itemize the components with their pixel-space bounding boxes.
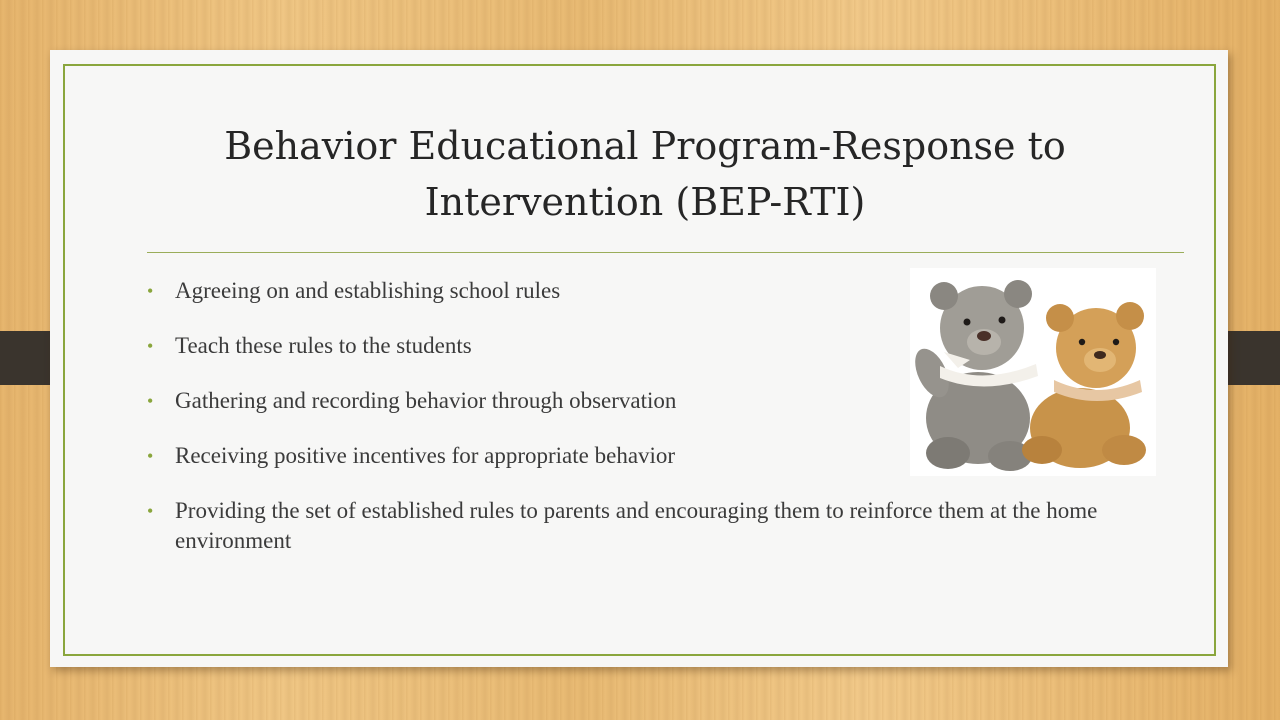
title-divider — [147, 252, 1184, 253]
bullet-dot-icon: • — [147, 391, 154, 411]
bullet-dot-icon: • — [147, 446, 154, 466]
bullet-item — [147, 496, 1125, 556]
bullet-dot-icon: • — [147, 281, 154, 301]
bullet-text: Receiving positive incentives for appropriate behavior — [175, 443, 676, 468]
teddy-bears-icon — [910, 268, 1156, 476]
bullet-text: Gathering and recording behavior through observation — [175, 388, 677, 413]
bullet-dot-icon: • — [147, 336, 154, 356]
bullet-text: Providing the set of established rules to parents and encouraging them to reinforce them at the home environment — [175, 498, 1098, 553]
slide-card — [50, 50, 1228, 667]
teddy-bears-photo — [910, 268, 1156, 476]
golden-bear-icon — [1022, 302, 1146, 468]
grey-bear-icon — [910, 280, 1038, 471]
bullet-text: Agreeing on and establishing school rules — [175, 278, 561, 303]
slide-title: Behavior Educational Program-Response to Intervention (BEP-RTI) — [224, 124, 1066, 224]
bullet-text: Teach these rules to the students — [175, 333, 472, 358]
bullet-dot-icon: • — [147, 501, 154, 521]
